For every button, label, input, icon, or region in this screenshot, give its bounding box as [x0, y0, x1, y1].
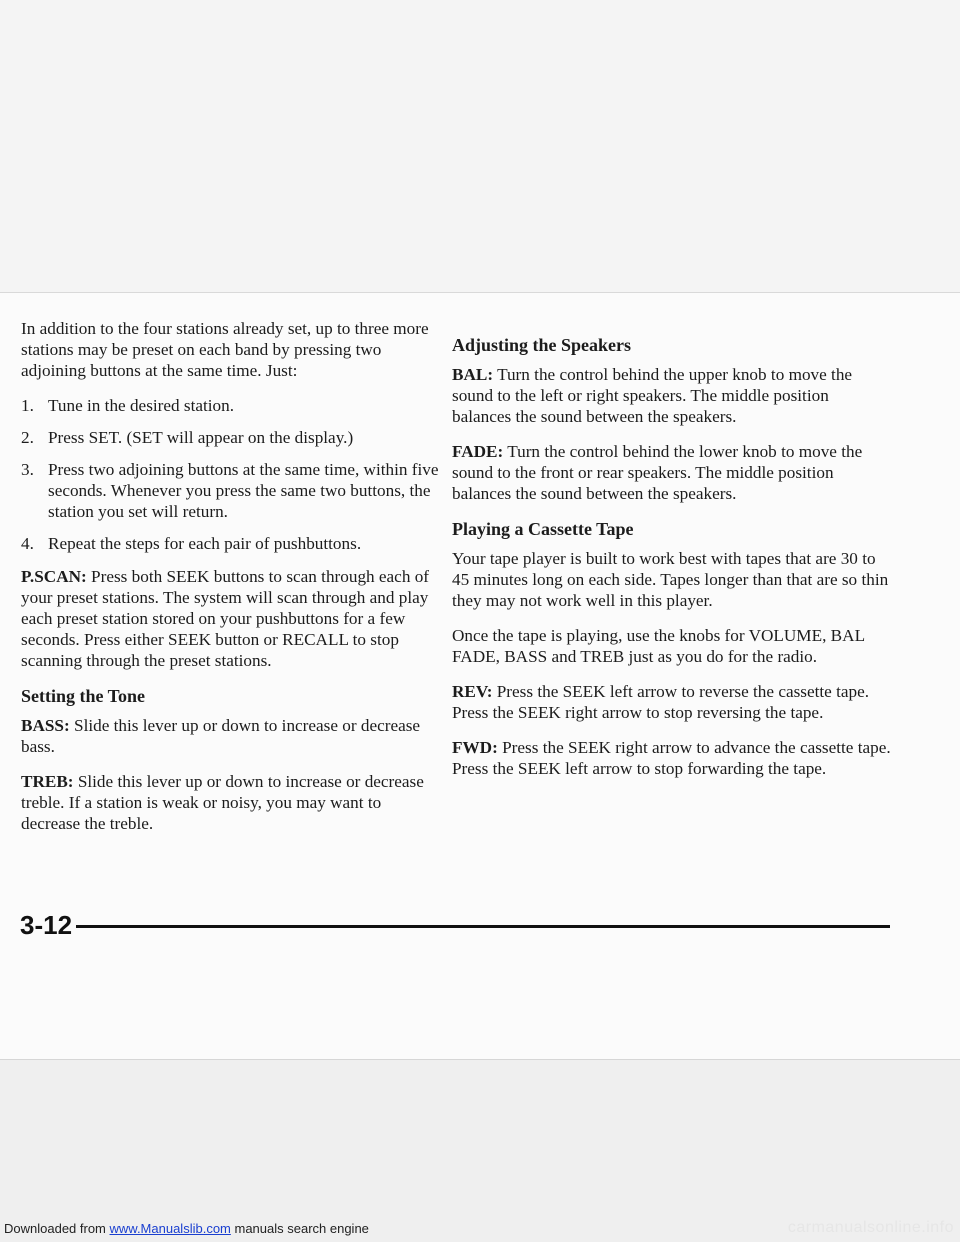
- bal-paragraph: [452, 364, 892, 427]
- fade-label: FADE:: [452, 442, 504, 461]
- treb-label: TREB:: [21, 772, 74, 791]
- pscan-text: Press both SEEK buttons to scan through each of your preset stations. The system will scan through and play each preset station stored on your pushbuttons for a few seconds. Press either SEEK button or RECALL to stop scanning through the preset stations.: [21, 567, 430, 670]
- cassette-paragraph-1: Your tape player is built to work best with tapes that are 30 to 45 minutes long on each side. Tapes longer than that are so thin they may not work well in this player.: [452, 549, 889, 610]
- bass-label: BASS:: [21, 716, 70, 735]
- step-number: 2.: [21, 428, 34, 447]
- pscan-paragraph: [21, 566, 441, 671]
- preset-steps-list: [21, 395, 441, 554]
- list-item: [21, 427, 441, 448]
- list-item: [21, 459, 441, 522]
- step-number: 1.: [21, 396, 34, 415]
- fwd-text: Press the SEEK right arrow to advance the cassette tape. Press the SEEK left arrow to stop forwarding the tape.: [452, 738, 891, 778]
- footer-rule: [76, 925, 890, 928]
- treb-text: Slide this lever up or down to increase or decrease treble. If a station is weak or noisy, you may want to decrease the treble.: [21, 772, 424, 833]
- step-text: Press two adjoining buttons at the same time, within five seconds. Whenever you press the same two buttons, the station you set will return.: [48, 460, 439, 521]
- list-item: [21, 533, 441, 554]
- speakers-heading: Adjusting the Speakers: [452, 335, 632, 355]
- bal-label: BAL:: [452, 365, 494, 384]
- bass-text: Slide this lever up or down to increase or decrease bass.: [21, 716, 421, 756]
- intro-paragraph: In addition to the four stations already set, up to three more stations may be preset on each band by pressing two adjoining buttons at the same time. Just:: [21, 319, 429, 380]
- fwd-paragraph: [452, 737, 892, 779]
- fade-paragraph: [452, 441, 892, 504]
- download-note: [4, 1221, 369, 1236]
- fwd-label: FWD:: [452, 738, 498, 757]
- cassette-paragraph-2: Once the tape is playing, use the knobs for VOLUME, BAL FADE, BASS and TREB just as you do for the radio.: [452, 626, 865, 666]
- fade-text: Turn the control behind the lower knob to move the sound to the front or rear speakers. The middle position balances the sound between the speakers.: [452, 442, 863, 503]
- cassette-heading: Playing a Cassette Tape: [452, 519, 634, 539]
- step-text: Repeat the steps for each pair of pushbuttons.: [48, 534, 362, 553]
- tone-heading: Setting the Tone: [21, 686, 146, 706]
- bal-text: Turn the control behind the upper knob to move the sound to the left or right speakers. The middle position balances the sound between the speakers.: [452, 365, 853, 426]
- step-number: 4.: [21, 534, 34, 553]
- treb-paragraph: [21, 771, 441, 834]
- list-item: [21, 395, 441, 416]
- download-note-suffix: manuals search engine: [230, 1221, 369, 1236]
- bass-paragraph: [21, 715, 441, 757]
- rev-text: Press the SEEK left arrow to reverse the cassette tape. Press the SEEK right arrow to stop reversing the tape.: [452, 682, 869, 722]
- left-column: [21, 318, 441, 848]
- right-column: [452, 318, 892, 793]
- top-margin: [0, 0, 960, 292]
- rev-label: REV:: [452, 682, 493, 701]
- download-note-prefix: Downloaded from: [4, 1221, 110, 1236]
- step-number: 3.: [21, 460, 34, 479]
- rev-paragraph: [452, 681, 892, 723]
- pscan-label: P.SCAN:: [21, 567, 87, 586]
- step-text: Press SET. (SET will appear on the display.): [48, 428, 354, 447]
- watermark: carmanualsonline.info: [787, 1219, 954, 1236]
- page-number: 3-12: [20, 910, 73, 940]
- manualslib-link[interactable]: www.Manualslib.com: [109, 1221, 231, 1236]
- step-text: Tune in the desired station.: [48, 396, 235, 415]
